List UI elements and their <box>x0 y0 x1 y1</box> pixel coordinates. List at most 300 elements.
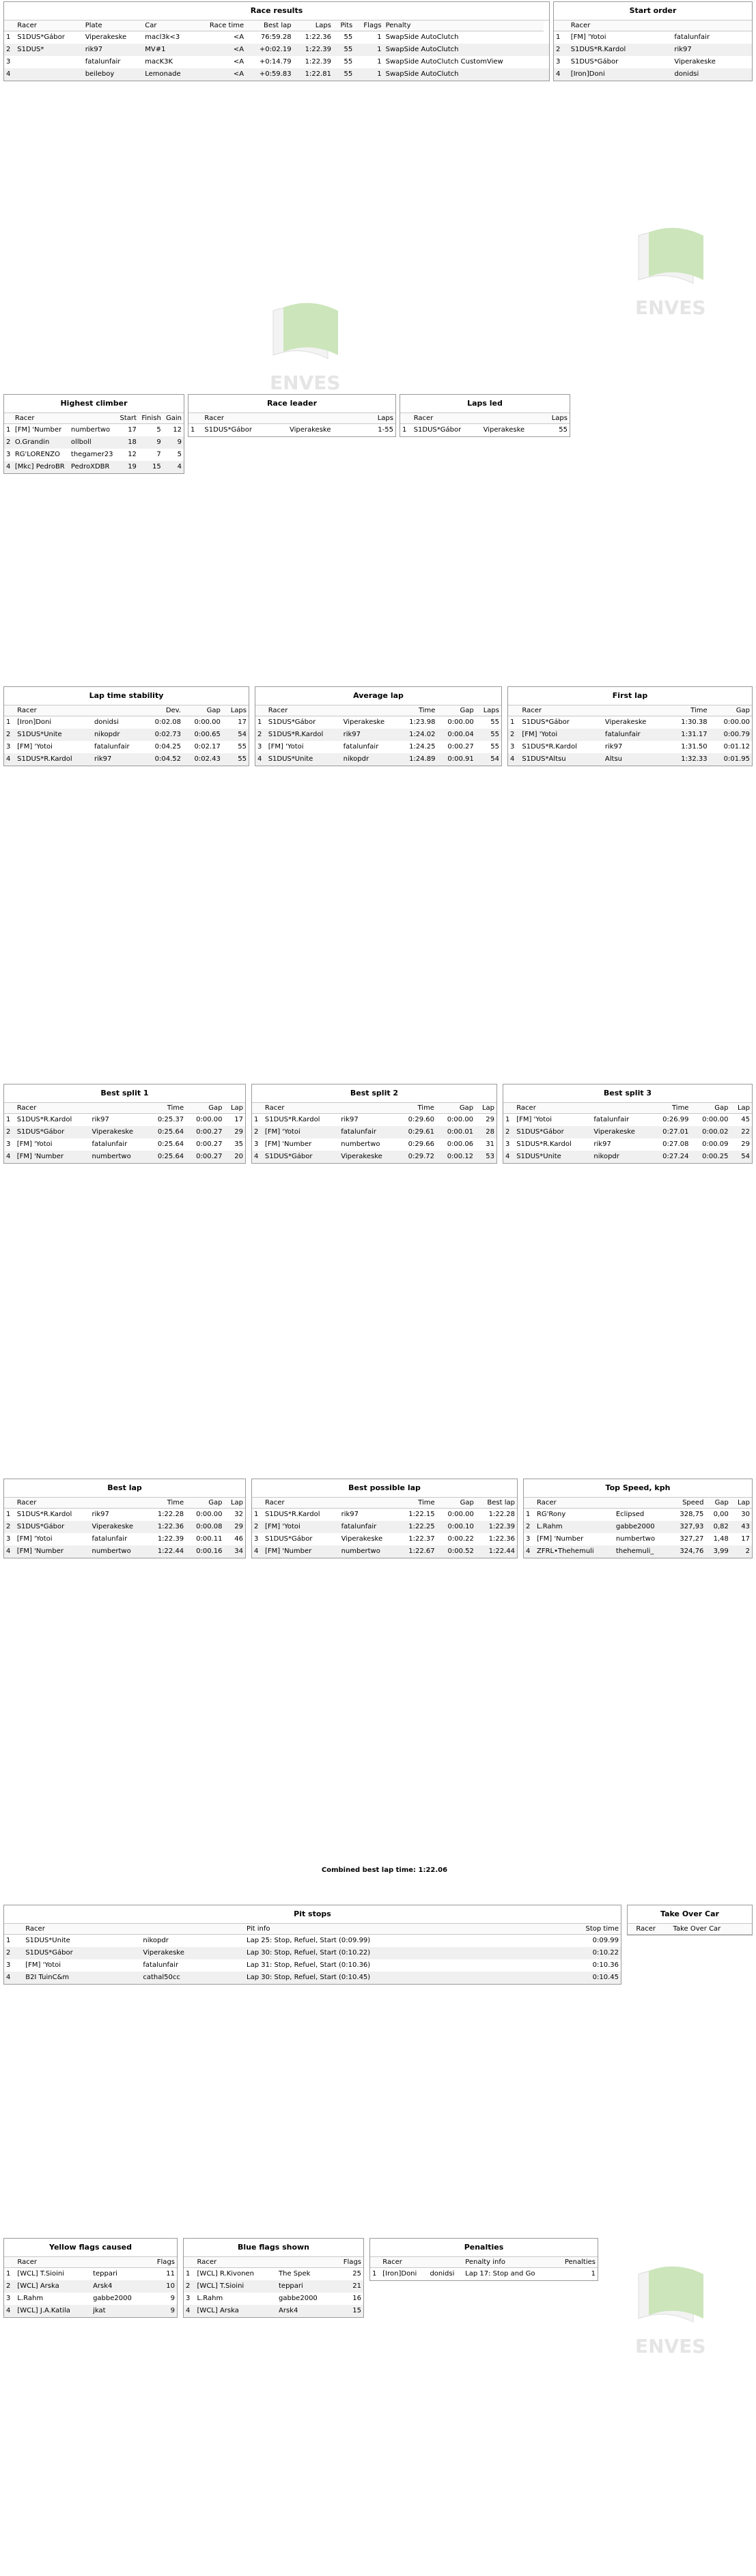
table-cell: 0:02.17 <box>194 743 221 751</box>
column-header: Speed <box>670 1498 706 1509</box>
table-cell: 2 <box>252 1126 263 1138</box>
table-cell: 1 <box>254 1116 259 1124</box>
column-header <box>481 413 543 424</box>
table-cell: 0:00.22 <box>447 1535 474 1543</box>
results-table <box>4 1924 621 1984</box>
column-header <box>91 2257 148 2268</box>
best-lap-table <box>3 1479 246 1558</box>
table-cell: 17 <box>238 718 247 727</box>
results-table <box>628 1924 752 1935</box>
table-cell: 28 <box>475 1126 496 1138</box>
table-cell: 1 <box>6 1116 11 1124</box>
table-cell: Viperakeske <box>85 33 127 42</box>
column-header: Laps <box>363 413 395 424</box>
column-header: Racer <box>15 20 83 31</box>
column-header: Racer <box>514 1103 591 1114</box>
column-header: Laps <box>476 705 501 716</box>
table-cell: [FM] 'Number <box>536 1535 584 1543</box>
table-cell: 2 <box>4 729 15 741</box>
table-cell: 4 <box>503 1151 514 1163</box>
column-header: Lap <box>731 1103 753 1114</box>
table-row <box>4 68 549 81</box>
results-table <box>524 1498 752 1558</box>
table-cell: 46 <box>234 1535 243 1543</box>
table-cell: 20 <box>224 1151 245 1163</box>
table-cell: numbertwo <box>89 1545 147 1558</box>
table-cell: 1 <box>6 426 11 434</box>
column-header: Racer <box>15 705 92 716</box>
header-row <box>508 705 752 716</box>
table-cell: S1DUS*Gábor <box>413 426 462 434</box>
column-header: Racer <box>23 1924 141 1935</box>
table-cell: S1DUS*R.Kardol <box>522 743 577 751</box>
table-cell: 1:22.44 <box>148 1545 186 1558</box>
column-header: Time <box>397 1498 436 1509</box>
column-header <box>503 1103 514 1114</box>
table-cell: 2 <box>4 2280 15 2293</box>
table-cell: 1:22.39 <box>157 1535 184 1543</box>
table-cell: 0:27.24 <box>651 1151 690 1163</box>
table-cell: 1 <box>354 44 383 56</box>
average-lap-table <box>255 686 502 766</box>
table-row <box>4 2305 177 2317</box>
table-cell: 0:00.09 <box>702 1140 729 1148</box>
table-cell: 11 <box>166 2270 175 2278</box>
table-cell: 3 <box>6 58 11 66</box>
table-cell: 19 <box>117 461 139 473</box>
table-cell: teppari <box>93 2270 117 2278</box>
table-cell: 18 <box>117 436 139 449</box>
table-cell: 17 <box>234 1116 243 1124</box>
table-cell: S1DUS*Gábor <box>514 1126 591 1138</box>
table-cell: 1,48 <box>713 1535 729 1543</box>
table-cell: 0:26.99 <box>662 1116 689 1124</box>
table-cell: 0:00.11 <box>196 1535 223 1543</box>
table-row <box>252 1509 517 1521</box>
table-cell: 0:10.45 <box>536 1972 621 1984</box>
table-cell: 55 <box>490 718 499 727</box>
column-header <box>252 1498 263 1509</box>
column-header: Lap <box>731 1498 752 1509</box>
best-split-2-table <box>251 1084 497 1164</box>
column-header <box>428 2257 463 2268</box>
table-row <box>255 753 501 766</box>
table-cell: cathal50cc <box>141 1972 244 1984</box>
table-cell: Viperakeske <box>604 718 647 727</box>
table-cell: numbertwo <box>339 1545 398 1558</box>
table-cell: 31 <box>486 1140 494 1148</box>
table-cell: 29 <box>486 1116 494 1124</box>
column-header: Racer <box>263 1498 339 1509</box>
table-cell: S1DUS*Altsu <box>520 753 603 766</box>
table-cell: 3 <box>254 1140 259 1148</box>
table-cell: rik97 <box>593 1140 611 1148</box>
table-cell: rik97 <box>672 44 752 56</box>
header-row <box>252 1103 496 1114</box>
header-row <box>4 1103 245 1114</box>
panel-title: Highest climber <box>4 395 184 413</box>
column-header <box>672 20 752 31</box>
column-header: Time <box>667 705 709 716</box>
table-row <box>4 1151 245 1163</box>
table-cell: 0:00.00 <box>447 718 474 727</box>
table-cell: [FM] 'Number <box>15 1545 90 1558</box>
table-row <box>508 729 752 741</box>
table-cell: S1DUS*Gábor <box>15 1521 90 1533</box>
table-row <box>400 424 570 436</box>
table-cell: [Iron]Doni <box>382 2270 417 2278</box>
table-cell: 3 <box>556 58 561 66</box>
table-row <box>524 1545 752 1558</box>
logo-text: ENVES <box>635 296 706 319</box>
table-row <box>4 1947 621 1959</box>
table-cell: 2 <box>503 1126 514 1138</box>
column-header: Pit info <box>244 1924 536 1935</box>
table-cell: 29 <box>224 1126 245 1138</box>
table-cell: 1:24.89 <box>399 753 437 766</box>
table-cell: [WCL] J.A.Katila <box>15 2305 91 2317</box>
column-header: Racer <box>634 1924 671 1935</box>
column-header: Gap <box>186 1498 224 1509</box>
column-header <box>628 1924 634 1935</box>
table-cell: 1:22.39 <box>294 44 333 56</box>
table-cell: 1:24.25 <box>409 743 436 751</box>
table-row <box>503 1138 752 1151</box>
results-table <box>4 1103 245 1163</box>
table-cell: 0:01.12 <box>723 743 750 751</box>
column-header <box>400 413 412 424</box>
results-table <box>400 413 570 436</box>
column-header: Car <box>143 20 195 31</box>
header-row <box>4 2257 177 2268</box>
table-cell: 327,93 <box>670 1521 706 1533</box>
table-row <box>4 1138 245 1151</box>
column-header <box>370 2257 380 2268</box>
panel-title: Race leader <box>188 395 395 413</box>
panel-title: Take Over Car <box>628 1905 752 1924</box>
column-header: Racer <box>569 20 673 31</box>
table-cell: fatalunfair <box>92 1535 128 1543</box>
table-cell: 25 <box>352 2270 361 2278</box>
table-row <box>4 424 184 436</box>
column-header <box>341 705 400 716</box>
table-cell: 1:31.17 <box>667 729 709 741</box>
table-cell: 4 <box>508 753 520 766</box>
column-header: Laps <box>542 413 570 424</box>
table-cell: ZFRL•Thehemuli <box>535 1545 614 1558</box>
table-cell: 1:22.39 <box>476 1521 517 1533</box>
table-cell: 55 <box>238 743 247 751</box>
table-row <box>4 1533 245 1545</box>
table-cell: 1 <box>254 1511 259 1519</box>
table-row <box>524 1521 752 1533</box>
table-cell: 3,99 <box>705 1545 730 1558</box>
table-row <box>503 1151 752 1163</box>
table-cell <box>544 44 549 56</box>
table-cell: 0:00.12 <box>436 1151 475 1163</box>
race-leader-table <box>188 394 396 437</box>
table-cell: 30 <box>741 1511 750 1519</box>
table-cell: 17 <box>128 426 137 434</box>
column-header: Racer <box>380 2257 428 2268</box>
column-header <box>92 705 143 716</box>
table-row <box>524 1533 752 1545</box>
table-cell: Lemonade <box>143 68 195 81</box>
table-cell: Lap 30: Stop, Refuel, Start (0:10.22) <box>244 1947 536 1959</box>
table-cell: rik97 <box>92 753 143 766</box>
table-cell: 2 <box>252 1521 263 1533</box>
table-cell: 2 <box>554 44 569 56</box>
table-cell: 55 <box>223 753 249 766</box>
column-header: Racer <box>412 413 481 424</box>
table-cell: 0:27.08 <box>662 1140 689 1148</box>
table-cell: 1 <box>510 718 515 727</box>
first-lap-table <box>507 686 753 766</box>
table-row <box>4 461 184 473</box>
table-cell: 22 <box>731 1126 753 1138</box>
table-cell: jkat <box>91 2305 148 2317</box>
blue-flags-table <box>183 2238 364 2318</box>
table-cell: 55 <box>490 743 499 751</box>
table-row <box>4 1959 621 1972</box>
table-cell: 1:22.15 <box>408 1511 435 1519</box>
table-cell: 2 <box>4 44 15 56</box>
table-cell: RG'LORENZO <box>14 451 60 458</box>
table-row <box>4 449 184 461</box>
table-cell: 1:22.37 <box>408 1535 435 1543</box>
table-cell: 4 <box>255 753 266 766</box>
table-cell: 4 <box>252 1151 263 1163</box>
table-cell: S1DUS*Gábor <box>15 1126 90 1138</box>
column-header: Racer <box>535 1498 614 1509</box>
table-cell: 3 <box>254 1535 259 1543</box>
table-cell: 0:25.37 <box>157 1116 184 1124</box>
table-cell: [FM] 'Yotoi <box>570 33 606 42</box>
table-cell: 0:29.66 <box>408 1140 434 1148</box>
logo-text: ENVES <box>270 372 341 394</box>
column-header <box>508 705 520 716</box>
table-row <box>554 44 752 56</box>
column-header: Gap <box>186 1103 224 1114</box>
column-header <box>339 1103 397 1114</box>
column-header: Time <box>148 1103 186 1114</box>
table-cell: 3 <box>6 743 11 751</box>
column-header: Flags <box>354 20 383 31</box>
table-cell: [FM] 'Yotoi <box>263 1521 339 1533</box>
table-row <box>554 68 752 81</box>
table-cell: gabbe2000 <box>614 1521 670 1533</box>
column-header: Flags <box>334 2257 363 2268</box>
results-table <box>184 2257 363 2317</box>
table-row <box>4 2280 177 2293</box>
table-row <box>255 716 501 729</box>
table-cell: 1:22.81 <box>294 68 333 81</box>
table-cell: <A <box>195 68 246 81</box>
table-cell: <A <box>233 58 244 66</box>
column-header: Gain <box>163 413 184 424</box>
column-header: Best lap <box>246 20 293 31</box>
table-cell: 0:00.00 <box>723 718 750 727</box>
column-header <box>4 1924 23 1935</box>
column-header: Pits <box>333 20 354 31</box>
table-row <box>4 44 549 56</box>
table-cell: 1 <box>257 718 262 727</box>
table-cell: [FM] 'Yotoi <box>16 1140 53 1148</box>
table-cell: 1 <box>6 1511 11 1519</box>
column-header: Gap <box>710 705 752 716</box>
header-row <box>4 1924 621 1935</box>
table-cell: MV#1 <box>143 44 195 56</box>
table-cell: ollboll <box>69 436 117 449</box>
results-table <box>503 1103 752 1163</box>
column-header: Time <box>148 1498 186 1509</box>
table-cell: Viperakeske <box>89 1126 147 1138</box>
table-cell: 1:22.28 <box>157 1511 184 1519</box>
table-row <box>252 1521 517 1533</box>
table-cell: 55 <box>344 33 353 42</box>
table-cell: 10 <box>148 2280 177 2293</box>
table-cell <box>15 56 83 68</box>
table-cell: 1 <box>372 2270 377 2278</box>
table-cell: 0:29.61 <box>397 1126 436 1138</box>
table-cell: fatalunfair <box>143 1961 179 1969</box>
table-row <box>252 1545 517 1558</box>
results-table <box>554 20 752 81</box>
table-cell: rik97 <box>341 729 400 741</box>
column-header: Gap <box>436 1103 475 1114</box>
table-cell: 0:29.72 <box>397 1151 436 1163</box>
table-cell: Viperakeske <box>591 1126 651 1138</box>
panel-title: Best lap <box>4 1479 245 1498</box>
table-cell: SwapSide AutoClutch CustomView <box>385 58 503 66</box>
table-row <box>252 1151 496 1163</box>
table-cell: 0:02.08 <box>154 718 181 727</box>
table-cell: 17 <box>741 1535 750 1543</box>
table-cell: 2 <box>508 729 520 741</box>
table-row <box>524 1509 752 1521</box>
table-cell: 0:29.60 <box>408 1116 434 1124</box>
table-cell: 3 <box>186 2295 191 2302</box>
column-header <box>188 413 202 424</box>
panel-title: First lap <box>508 687 752 705</box>
table-cell: S1DUS*Gábor <box>268 718 316 727</box>
table-cell: 0:01.95 <box>710 753 752 766</box>
table-cell: 1:22.28 <box>488 1511 515 1519</box>
table-cell: S1DUS*R.Kardol <box>516 1140 572 1148</box>
panel-title: Best possible lap <box>252 1479 517 1498</box>
table-cell: 0:00.52 <box>437 1545 476 1558</box>
best-possible-lap-table <box>251 1479 518 1558</box>
table-cell: 1 <box>402 426 407 434</box>
table-row <box>508 741 752 753</box>
table-cell: rik97 <box>604 743 623 751</box>
table-cell: 2 <box>4 1126 15 1138</box>
table-row <box>184 2293 363 2305</box>
column-header <box>4 1103 15 1114</box>
panel-title: Lap time stability <box>4 687 249 705</box>
table-cell: donidsi <box>430 2270 455 2278</box>
table-cell: 0:02.73 <box>143 729 183 741</box>
table-cell: 0,00 <box>713 1511 729 1519</box>
table-row <box>4 1545 245 1558</box>
table-cell: Arsk4 <box>277 2305 334 2317</box>
panel-title: Top Speed, kph <box>524 1479 752 1498</box>
results-table <box>252 1103 496 1163</box>
table-cell: 29 <box>224 1521 245 1533</box>
table-cell: 328,75 <box>680 1511 704 1519</box>
table-cell: 0:00.27 <box>447 743 474 751</box>
table-cell: S1DUS*R.Kardol <box>16 1116 72 1124</box>
table-cell: 55 <box>333 68 354 81</box>
column-header: Racer <box>15 1498 90 1509</box>
table-cell: 324,76 <box>670 1545 706 1558</box>
column-header: Laps <box>223 705 249 716</box>
table-cell: 4 <box>524 1545 535 1558</box>
table-cell: 0:00.27 <box>186 1126 224 1138</box>
table-cell: PedroXDBR <box>69 461 117 473</box>
table-row <box>503 1126 752 1138</box>
results-table <box>370 2257 598 2280</box>
table-cell: 9 <box>148 2305 177 2317</box>
laps-led-table <box>400 394 570 437</box>
table-cell: [FM] 'Yotoi <box>516 1116 552 1124</box>
table-row <box>4 1509 245 1521</box>
table-cell: 1:24.02 <box>399 729 437 741</box>
table-cell: 0:10.36 <box>592 1961 619 1969</box>
table-row <box>255 741 501 753</box>
column-header: Dev. <box>143 705 183 716</box>
table-cell: 3 <box>6 451 11 458</box>
table-cell: 0:00.27 <box>196 1140 223 1148</box>
table-cell: 0:00.79 <box>710 729 752 741</box>
table-cell: numbertwo <box>89 1151 147 1163</box>
table-cell: 35 <box>234 1140 243 1148</box>
table-cell: 1 <box>6 2270 11 2278</box>
flag-logo <box>618 222 741 324</box>
table-cell: 1 <box>6 718 11 727</box>
table-cell: [FM] 'Number <box>263 1545 339 1558</box>
table-cell: S1DUS*R.Kardol <box>569 44 673 56</box>
column-header: Racer <box>15 2257 91 2268</box>
table-cell: 3 <box>6 1535 11 1543</box>
header-row <box>4 1498 245 1509</box>
table-cell: SwapSide AutoClutch <box>384 68 544 81</box>
table-cell: S1DUS*R.Kardol <box>16 1511 72 1519</box>
table-cell: Eclipsed <box>615 1511 645 1519</box>
column-header <box>591 1103 651 1114</box>
header-row <box>524 1498 752 1509</box>
table-cell: Lap 30: Stop, Refuel, Start (0:10.45) <box>244 1972 536 1984</box>
combined-best-lap: Combined best lap time: 1:22.06 <box>321 1866 448 1874</box>
table-cell: 0:00.00 <box>194 718 221 727</box>
table-row <box>184 2280 363 2293</box>
header-row <box>503 1103 752 1114</box>
column-header <box>524 1498 535 1509</box>
table-cell: +0:59.83 <box>246 68 293 81</box>
column-header: Penalties <box>555 2257 598 2268</box>
panel-title: Race results <box>4 2 549 20</box>
table-cell: 0,82 <box>705 1521 730 1533</box>
table-cell: S1DUS*Unite <box>266 753 341 766</box>
results-table <box>188 413 395 436</box>
table-row <box>4 31 549 44</box>
table-cell: 2 <box>4 1947 23 1959</box>
table-cell: [WCL] T.Sioini <box>195 2280 277 2293</box>
table-row <box>252 1126 496 1138</box>
table-row <box>4 1126 245 1138</box>
yellow-flags-table <box>3 2238 178 2318</box>
table-row <box>252 1138 496 1151</box>
